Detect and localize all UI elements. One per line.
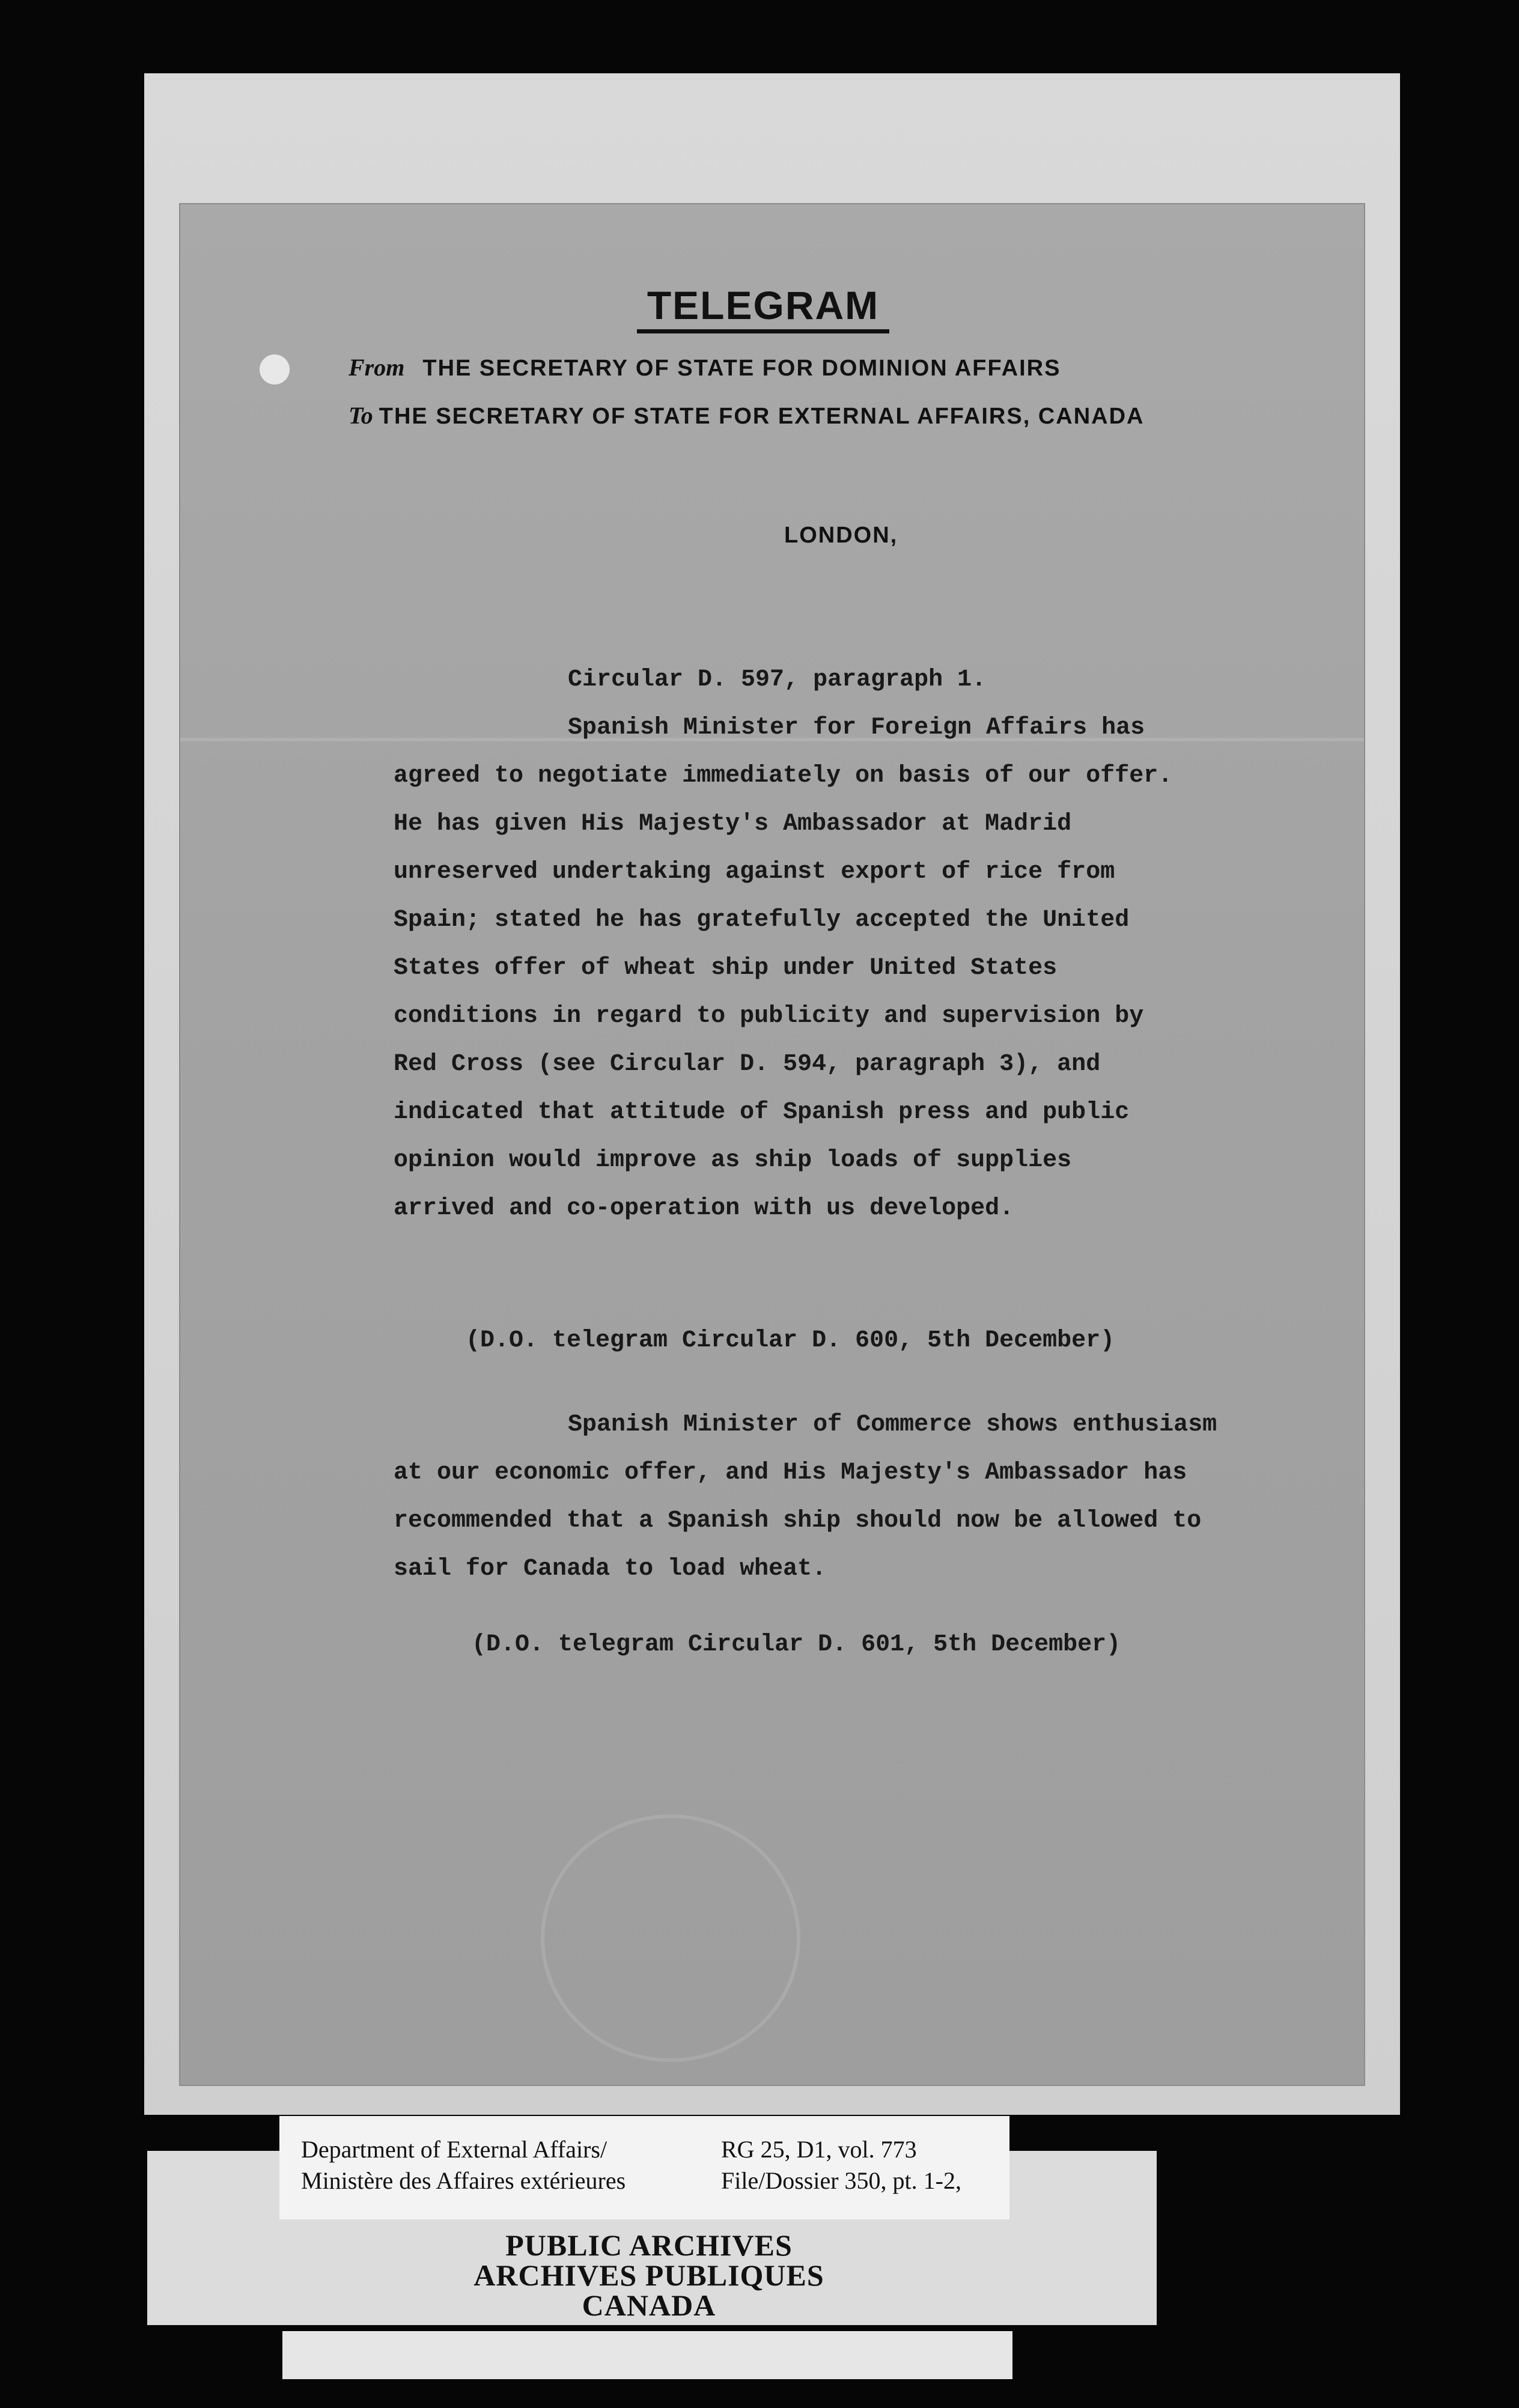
- text-line: unreserved undertaking against export of rice from: [394, 859, 1115, 886]
- to-label: To: [349, 402, 373, 429]
- punch-hole: [260, 354, 290, 385]
- text-line: Spain; stated he has gratefully accepted the United: [394, 907, 1130, 934]
- text-line: indicated that attitude of Spanish press and public: [394, 1099, 1130, 1126]
- file-number: File/Dossier 350, pt. 1-2,: [721, 2167, 961, 2194]
- text-line: Spanish Minister for Foreign Affairs has: [568, 714, 1145, 741]
- text-line: He has given His Majesty's Ambassador at Madrid: [394, 810, 1072, 838]
- department-fr: Ministère des Affaires extérieures: [301, 2167, 626, 2194]
- to-line: [349, 401, 1144, 430]
- text-line: States offer of wheat ship under United States: [394, 955, 1058, 982]
- stamp-line-1: PUBLIC ARCHIVES: [505, 2228, 793, 2262]
- text-line: at our economic offer, and His Majesty's Ambassador has: [394, 1459, 1187, 1486]
- text-line: Red Cross (see Circular D. 594, paragraph 3), and: [394, 1051, 1101, 1078]
- telegram-heading: TELEGRAM: [637, 282, 889, 333]
- text-line: agreed to negotiate immediately on basis of our offer.: [394, 762, 1173, 789]
- from-line: [349, 353, 1061, 382]
- text-line: Spanish Minister of Commerce shows enthusiasm: [568, 1411, 1217, 1438]
- place-of-origin: LONDON,: [784, 523, 898, 548]
- text-line: conditions in regard to publicity and supervision by: [394, 1003, 1144, 1030]
- department-en: Department of External Affairs/: [301, 2136, 607, 2163]
- text-line: sail for Canada to load wheat.: [394, 1555, 827, 1583]
- record-group: RG 25, D1, vol. 773: [721, 2136, 917, 2163]
- archive-reference-label: [279, 2116, 1009, 2219]
- embossed-seal: [541, 1814, 800, 2062]
- archive-stamp: [421, 2230, 877, 2320]
- text-line: recommended that a Spanish ship should now be allowed to: [394, 1507, 1202, 1534]
- from-label: From: [349, 354, 405, 381]
- paragraph-2: [394, 1401, 1217, 1593]
- stamp-line-3: CANADA: [582, 2288, 716, 2322]
- text-line: Circular D. 597, paragraph 1.: [568, 666, 987, 693]
- paragraph-1: [394, 656, 1172, 1233]
- archive-strip: [282, 2331, 1012, 2379]
- to-text: THE SECRETARY OF STATE FOR EXTERNAL AFFAIRS, CANADA: [379, 404, 1145, 429]
- stamp-line-2: ARCHIVES PUBLIQUES: [473, 2258, 824, 2292]
- from-text: THE SECRETARY OF STATE FOR DOMINION AFFAIRS: [422, 356, 1061, 381]
- department-block: [301, 2134, 626, 2197]
- reference-2: (D.O. telegram Circular D. 601, 5th December): [472, 1631, 1121, 1658]
- text-line: opinion would improve as ship loads of supplies: [394, 1147, 1072, 1174]
- text-line: arrived and co-operation with us developed.: [394, 1195, 1014, 1222]
- reference-1: (D.O. telegram Circular D. 600, 5th December): [466, 1327, 1115, 1354]
- reference-block: [721, 2134, 961, 2197]
